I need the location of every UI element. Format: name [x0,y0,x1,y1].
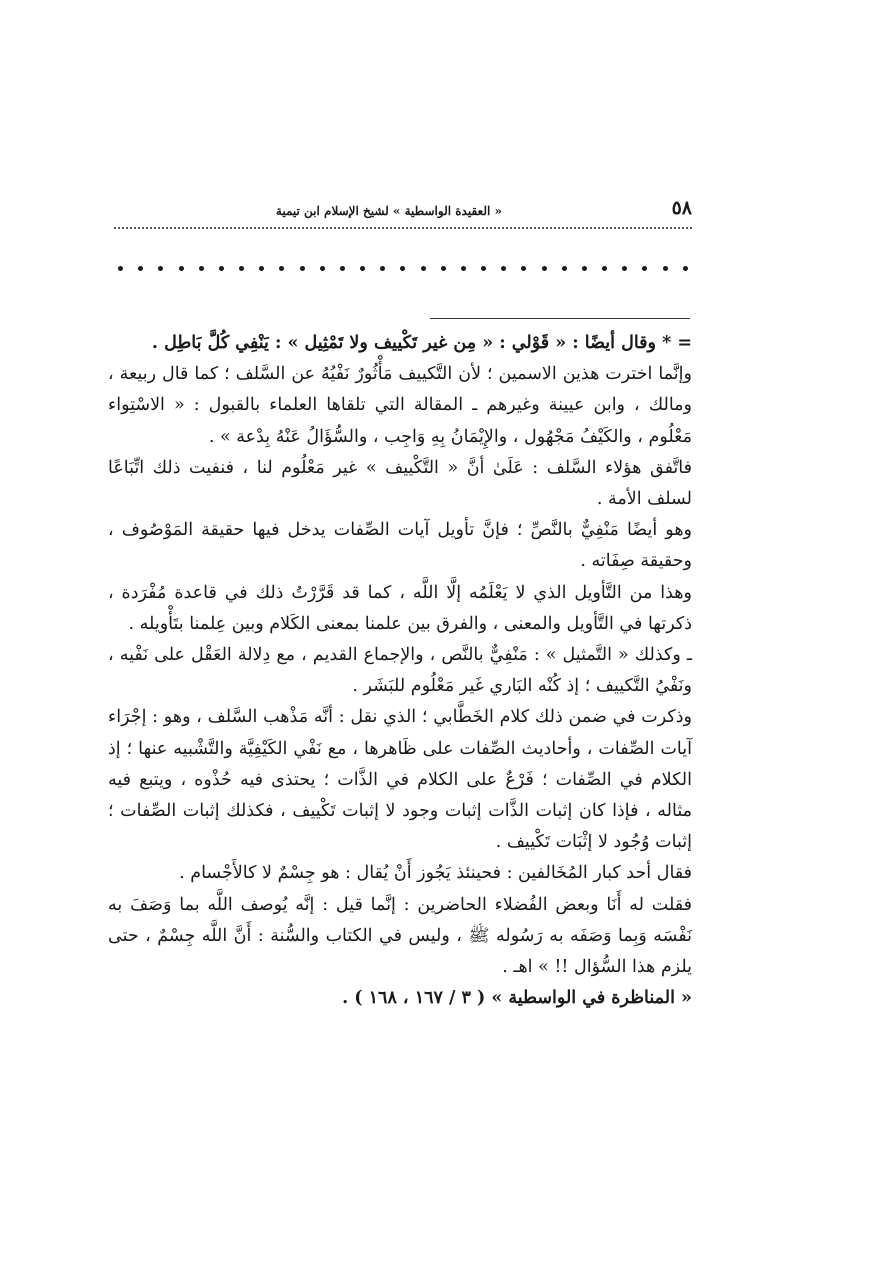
paragraph: وهذا من التَّأويل الذي لا يَعْلَمُه إلَّا اللَّه ، كما قد قَرَّرْتُ ذلك في قاعدة مُفْرَدة ، ذكرتها في التَّأويل والمعنى ، والفرق بين علمنا بمعنى الكَلام وبين عِلمنا بتَأْويله . [108,582,692,634]
footnote-divider [430,318,690,319]
paragraph: وإنَّما اخترت هذين الاسمين ؛ لأن التَّكييف مَأْثُورٌ نَفْيُهُ عن السَّلف ؛ كما قال ربيعة ، ومالك ، وابن عيينة وغيرهم ـ المقالة التي تلقاها العلماء بالقبول : « الاسْتِواء مَعْلُوم ، والكَيْفُ مَجْهُول ، والإِيْمَانُ بِهِ وَاجِب ، والسُّؤَالُ عَنْهُ بِدْعة » . [108,364,692,447]
separator-dot [179,266,184,271]
separator-dot [441,266,446,271]
separator-dot [400,266,405,271]
separator-dot [481,266,486,271]
separator-dot [239,266,244,271]
separator-dot [501,266,506,271]
paragraph: فقال أحد كبار المُخَالفين : فحينئذ يَجُوز أَنْ يُقال : هو جِسْمٌ لا كالأَجْسام . [179,863,692,884]
page-number: ٥٨ [671,197,692,219]
running-header [112,196,692,224]
separator-dot [320,266,325,271]
separator-dot [279,266,284,271]
running-title: « العقيدة الواسطية » لشيخ الإسلام ابن تيمية [275,204,502,218]
paragraph: = * وقال أيضًا : « قَوْلي : « مِن غير تَكْييف ولا تَمْثِيل » : يَنْفِي كُلَّ بَاطِل . [151,333,692,353]
separator-dot [542,266,547,271]
separator-dot [259,266,264,271]
separator-dot [663,266,668,271]
separator-dot [562,266,567,271]
paragraph: فاتَّفق هؤلاء السَّلف : عَلَىٰ أنَّ « التَّكْييف » غير مَعْلُوم لنا ، فنفيت ذلك اتِّبَاعًا لسلف الأمة . [108,457,692,510]
separator-dot [602,266,607,271]
footnote-body [108,328,692,1014]
separator-dot [421,266,426,271]
dotted-separator [118,266,688,278]
header-divider [114,227,692,229]
separator-dot [380,266,385,271]
separator-dot [199,266,204,271]
separator-dot [622,266,627,271]
separator-dot [340,266,345,271]
separator-dot [461,266,466,271]
separator-dot [138,266,143,271]
separator-dot [521,266,526,271]
separator-dot [118,266,123,271]
separator-dot [642,266,647,271]
separator-dot [219,266,224,271]
separator-dot [683,266,688,271]
paragraph: وذكرت في ضمن ذلك كلام الخَطَّابي ؛ الذي نقل : أنَّه مَذْهب السَّلف ، وهو : إجْرَاء آيات الصِّفات ، وأحاديث الصِّفات على ظَاهرها ، مع نَفْي الكَيْفِيَّة والتَّشْبيه عنها ؛ إذ الكلام في الصِّفات ؛ فَرْعٌ على الكلام في الذَّات ؛ يحتذى فيه حُذْوه ، ويتبع فيه مثاله ، فإذا كان إثبات الذَّات إثبات وجود لا إثبات تَكْييف ، فكذلك إثبات الصِّفات ؛ إثبات وُجُود لا إثْبَات تَكْييف . [108,707,692,853]
source-citation: « المناظرة في الواسطية » ( ٣ / ١٦٧ ، ١٦٨ ) . [342,988,692,1009]
paragraph: ـ وكذلك « التَّمثيل » : مَنْفِيٌّ بالنَّص ، والإجماع القديم ، مع دِلالة العَقْل على نَفْيه ، ونَفْيُ التَّكييف ؛ إذ كُنْه البَاري غَير مَعْلُوم للبَشَر . [108,645,692,697]
separator-dot [158,266,163,271]
paragraph: فقلت له أَنَا وبعض الفُضلاء الحاضرين : إنَّما قيل : إنَّه يُوصف اللَّه بما وَصَفَ به نَفْسَه وَبِما وَصَفَه به رَسُوله ﷺ ، وليس في الكتاب والسُّنة : أَنَّ اللَّه جِسْمٌ ، حتى يلزم هذا السُّؤال !! » اهـ . [108,894,692,978]
separator-dot [582,266,587,271]
separator-dot [300,266,305,271]
separator-dot [360,266,365,271]
paragraph: وهو أيضًا مَنْفِيٌّ بالنَّصِّ ؛ فإنَّ تأويل آيات الصِّفات يدخل فيها حقيقة المَوْصُوف ، وحقيقة صِفَاته . [108,520,692,572]
